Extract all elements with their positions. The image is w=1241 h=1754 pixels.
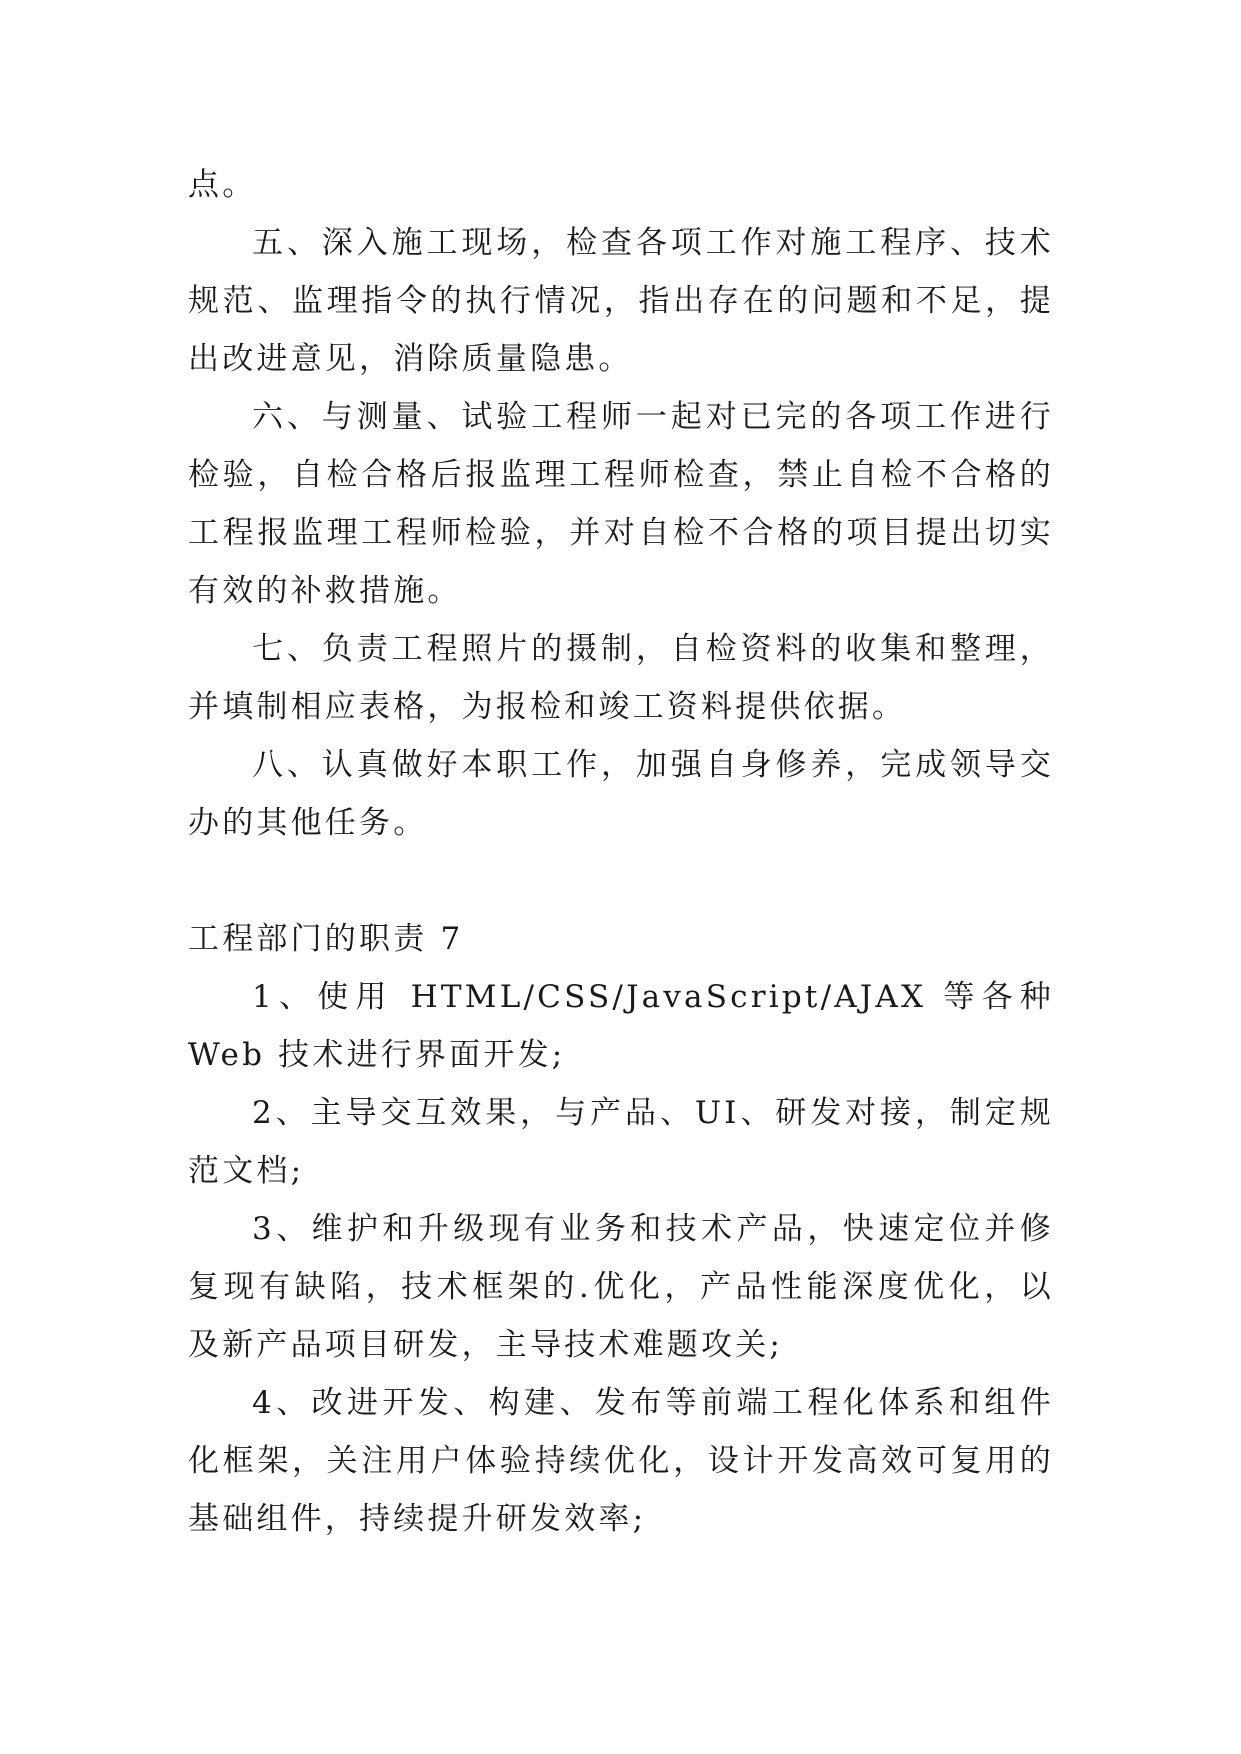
duty-item-6: 六、与测量、试验工程师一起对已完的各项工作进行检验，自检合格后报监理工程师检查，禁止自检不合格的工程报监理工程师检验，并对自检不合格的项目提出切实有效的补救措施。: [188, 399, 1054, 609]
section-heading: 工程部门的职责 7: [188, 921, 464, 957]
responsibility-item-1: 1、使用 HTML/CSS/JavaScript/AJAX 等各种 Web 技术进行界面开发;: [188, 979, 1054, 1073]
section-spacer: [188, 852, 1054, 910]
continuation-text: 点。: [188, 167, 257, 203]
duty-item-5: 五、深入施工现场，检查各项工作对施工程序、技术规范、监理指令的执行情况，指出存在的问题和不足，提出改进意见，消除质量隐患。: [188, 225, 1054, 377]
responsibility-item-3: 3、维护和升级现有业务和技术产品，快速定位并修复现有缺陷，技术框架的.优化，产品性能深度优化，以及新产品项目研发，主导技术难题攻关;: [188, 1211, 1054, 1363]
document-page: [188, 156, 1054, 1548]
responsibility-item-4: 4、改进开发、构建、发布等前端工程化体系和组件化框架，关注用户体验持续优化，设计开发高效可复用的基础组件，持续提升研发效率;: [188, 1385, 1054, 1537]
duty-item-8: 八、认真做好本职工作，加强自身修养，完成领导交办的其他任务。: [188, 747, 1054, 841]
duty-item-7: 七、负责工程照片的摄制，自检资料的收集和整理，并填制相应表格，为报检和竣工资料提供依据。: [188, 631, 1054, 725]
responsibility-item-2: 2、主导交互效果，与产品、UI、研发对接，制定规范文档;: [188, 1095, 1054, 1189]
